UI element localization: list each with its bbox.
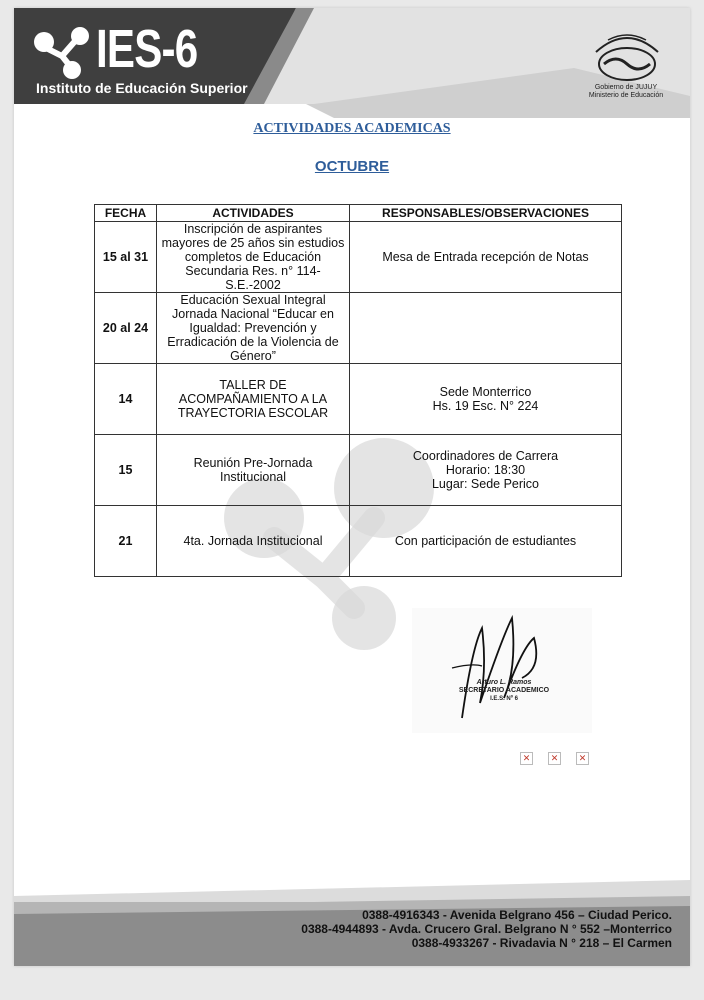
row-fecha: 21 bbox=[95, 506, 157, 577]
row-actividades: Educación Sexual Integral Jornada Nacional “Educar en Igualdad: Prevención y Erradicación de la Violencia de Género” bbox=[157, 293, 350, 364]
government-seal-icon bbox=[586, 30, 668, 84]
logo-subtitle: Instituto de Educación Superior bbox=[36, 80, 248, 96]
row-fecha: 14 bbox=[95, 364, 157, 435]
ies-logo-icon bbox=[32, 26, 96, 82]
row-responsables bbox=[350, 364, 622, 435]
row-actividades: 4ta. Jornada Institucional bbox=[157, 506, 350, 577]
row-responsables bbox=[350, 435, 622, 506]
table-header-row bbox=[95, 205, 622, 222]
signature-institution: I.E.S. Nº 6 bbox=[490, 696, 518, 702]
row-fecha: 15 al 31 bbox=[95, 222, 157, 293]
row-responsables: Con participación de estudiantes bbox=[350, 506, 622, 577]
table-row bbox=[95, 435, 622, 506]
broken-image-icons bbox=[520, 748, 604, 766]
document-title: ACTIVIDADES ACADEMICAS bbox=[253, 121, 451, 136]
responsable-line: Coordinadores de Carrera bbox=[412, 449, 559, 463]
footer-line: 0388-4933267 - Rivadavia N ° 218 – El Carmen bbox=[411, 936, 672, 950]
footer-line: 0388-4944893 - Avda. Crucero Gral. Belgrano N ° 552 –Monterrico bbox=[301, 922, 672, 936]
broken-image-icon: ✕ bbox=[520, 752, 533, 765]
signature-stamp bbox=[412, 608, 592, 733]
logo-title: IES-6 bbox=[96, 19, 198, 79]
signature-name: Arturo L. Ramos bbox=[476, 679, 532, 686]
table-row bbox=[95, 364, 622, 435]
row-responsables: Mesa de Entrada recepción de Notas bbox=[350, 222, 622, 293]
row-actividades: Reunión Pre-Jornada Institucional bbox=[157, 435, 350, 506]
header-fecha: FECHA bbox=[95, 205, 157, 222]
government-label bbox=[576, 84, 676, 100]
responsable-line: Hs. 19 Esc. N° 224 bbox=[432, 399, 539, 413]
row-fecha: 20 al 24 bbox=[95, 293, 157, 364]
row-responsables bbox=[350, 293, 622, 364]
row-actividades: Inscripción de aspirantes mayores de 25 años sin estudios completos de Educación Secundaria Res. n° 114-S.E.-2002 bbox=[157, 222, 350, 293]
responsable-line: Sede Monterrico bbox=[439, 385, 532, 399]
gov-line-1: Gobierno de JUJUY bbox=[594, 84, 658, 91]
header-responsables: RESPONSABLES/OBSERVACIONES bbox=[350, 205, 622, 222]
table-row bbox=[95, 293, 622, 364]
footer-line: 0388-4916343 - Avenida Belgrano 456 – Ciudad Perico. bbox=[362, 908, 672, 922]
row-actividades: TALLER DE ACOMPAÑAMIENTO A LA TRAYECTORIA ESCOLAR bbox=[157, 364, 350, 435]
table-row bbox=[95, 506, 622, 577]
header-actividades: ACTIVIDADES bbox=[157, 205, 350, 222]
responsable-line: Lugar: Sede Perico bbox=[431, 477, 539, 491]
table-row bbox=[95, 222, 622, 293]
document-page bbox=[14, 8, 690, 966]
activities-table bbox=[94, 204, 622, 577]
month-title: OCTUBRE bbox=[314, 158, 390, 175]
footer-contact bbox=[301, 908, 672, 950]
broken-image-icon: ✕ bbox=[548, 752, 561, 765]
signature-role: SECRETARIO ACADEMICO bbox=[458, 687, 550, 694]
responsable-line: Horario: 18:30 bbox=[445, 463, 526, 477]
broken-image-icon: ✕ bbox=[576, 752, 589, 765]
row-fecha: 15 bbox=[95, 435, 157, 506]
gov-line-2: Ministerio de Educación bbox=[588, 92, 664, 99]
